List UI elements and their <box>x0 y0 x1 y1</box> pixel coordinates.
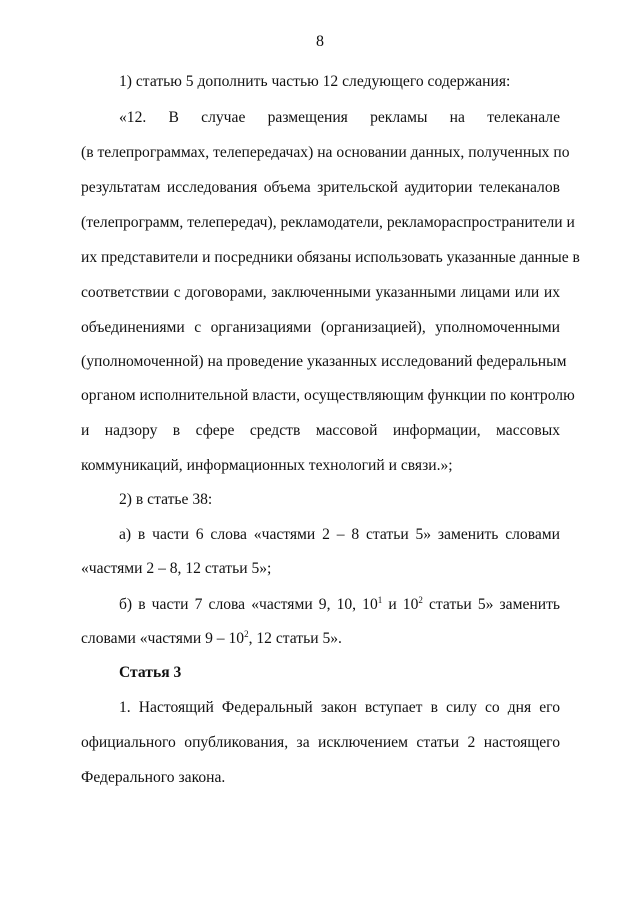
article-heading: Статья 3 <box>119 664 182 681</box>
paragraph-line: их представители и посредники обязаны использовать указанные данные в <box>81 249 580 266</box>
paragraph-line: и надзору в сфере средств массовой информации, массовых <box>81 422 560 439</box>
paragraph-line: официального опубликования, за исключением статьи 2 настоящего <box>81 734 560 751</box>
paragraph-line: результатам исследования объема зрительской аудитории телеканалов <box>81 179 560 196</box>
paragraph-line: (в телепрограммах, телепередачах) на основании данных, полученных по <box>81 144 570 161</box>
paragraph-line: соответствии с договорами, заключенными указанными лицами или их <box>81 284 560 301</box>
line-text: словами «частями 9 – 10 <box>81 630 245 647</box>
paragraph-line: «частями 2 – 8, 12 статьи 5»; <box>81 560 272 577</box>
paragraph-line: органом исполнительной власти, осуществляющим функции по контролю <box>81 387 575 404</box>
paragraph-line: 2) в статье 38: <box>119 491 213 508</box>
paragraph-line: 1) статью 5 дополнить частью 12 следующего содержания: <box>119 73 511 90</box>
paragraph-line <box>119 595 560 615</box>
line-text: и 10 <box>382 596 419 613</box>
superscript: 1 <box>377 595 383 605</box>
line-text: , 12 статьи 5». <box>248 630 342 647</box>
paragraph-line: «12. В случае размещения рекламы на телеканале <box>119 109 560 126</box>
paragraph-line <box>81 629 560 649</box>
paragraph-line: объединениями с организациями (организацией), уполномоченными <box>81 319 560 336</box>
line-text: статьи 5» заменить <box>422 596 560 613</box>
paragraph-line: коммуникаций, информационных технологий и связи.»; <box>81 457 453 474</box>
paragraph-line: а) в части 6 слова «частями 2 – 8 статьи 5» заменить словами <box>119 526 560 543</box>
line-text: б) в части 7 слова «частями 9, 10, 10 <box>119 596 378 613</box>
paragraph-line: (уполномоченной) на проведение указанных исследований федеральным <box>81 353 567 370</box>
superscript: 2 <box>244 629 249 639</box>
page-number: 8 <box>316 33 324 50</box>
paragraph-line: (телепрограмм, телепередач), рекламодатели, рекламораспространители и <box>81 214 575 231</box>
superscript: 2 <box>418 595 423 605</box>
paragraph-line: 1. Настоящий Федеральный закон вступает в силу со дня его <box>119 699 560 716</box>
paragraph-line: Федерального закона. <box>81 769 226 786</box>
